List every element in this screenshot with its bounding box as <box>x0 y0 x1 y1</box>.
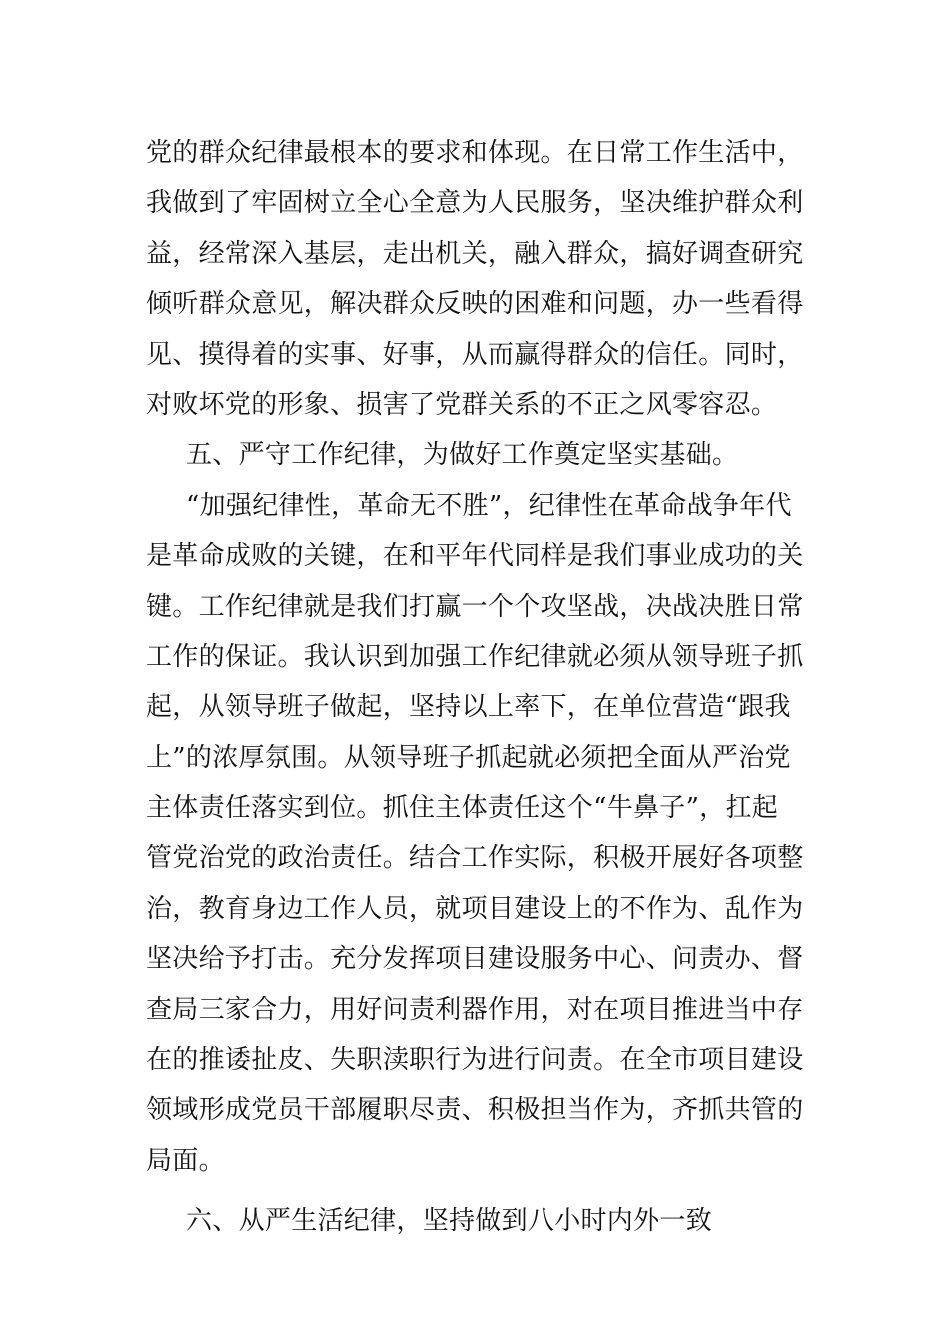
paragraph-line: 管党治党的政治责任。结合工作实际，积极开展好各项整 <box>146 843 804 874</box>
paragraph-line: 领域形成党员干部履职尽责、积极担当作为，齐抓共管的 <box>146 1095 804 1126</box>
document-body <box>146 128 808 1247</box>
paragraph-line: 是革命成败的关键，在和平年代同样是我们事业成功的关 <box>146 541 804 572</box>
paragraph-line: 键。工作纪律就是我们打赢一个个攻坚战，决战决胜日常 <box>146 591 804 622</box>
paragraph-line: 我做到了牢固树立全心全意为人民服务，坚决维护群众利 <box>146 188 804 219</box>
section-heading-five: 五、严守工作纪律，为做好工作奠定坚实基础。 <box>186 440 739 471</box>
paragraph-line: 对败坏党的形象、损害了党群关系的不正之风零容忍。 <box>146 389 778 420</box>
paragraph-line: 主体责任落实到位。抓住主体责任这个“牛鼻子”，扛起 <box>146 793 779 824</box>
paragraph-line: 在的推诿扯皮、失职渎职行为进行问责。在全市项目建设 <box>146 1045 804 1076</box>
paragraph-line: 倾听群众意见，解决群众反映的困难和问题，办一些看得 <box>146 289 804 320</box>
paragraph-line: 局面。 <box>146 1145 225 1176</box>
paragraph-line: “加强纪律性，革命无不胜”，纪律性在革命战争年代 <box>186 490 792 521</box>
paragraph-line: 起，从领导班子做起，坚持以上率下，在单位营造“跟我 <box>146 692 791 723</box>
paragraph-line: 查局三家合力，用好问责利器作用，对在项目推进当中存 <box>146 994 804 1025</box>
section-heading-six: 六、从严生活纪律，坚持做到八小时内外一致 <box>186 1206 713 1237</box>
paragraph-line: 坚决给予打击。充分发挥项目建设服务中心、问责办、督 <box>146 944 804 975</box>
paragraph-line: 上”的浓厚氛围。从领导班子抓起就必须把全面从严治党 <box>146 742 791 773</box>
paragraph-line: 益，经常深入基层，走出机关，融入群众，搞好调查研究 <box>146 238 804 269</box>
paragraph-line: 工作的保证。我认识到加强工作纪律就必须从领导班子抓 <box>146 641 804 672</box>
paragraph-line: 见、摸得着的实事、好事，从而赢得群众的信任。同时， <box>146 339 804 370</box>
paragraph-line: 治，教育身边工作人员，就项目建设上的不作为、乱作为 <box>146 893 804 924</box>
paragraph-line: 党的群众纪律最根本的要求和体现。在日常工作生活中， <box>146 138 804 168</box>
